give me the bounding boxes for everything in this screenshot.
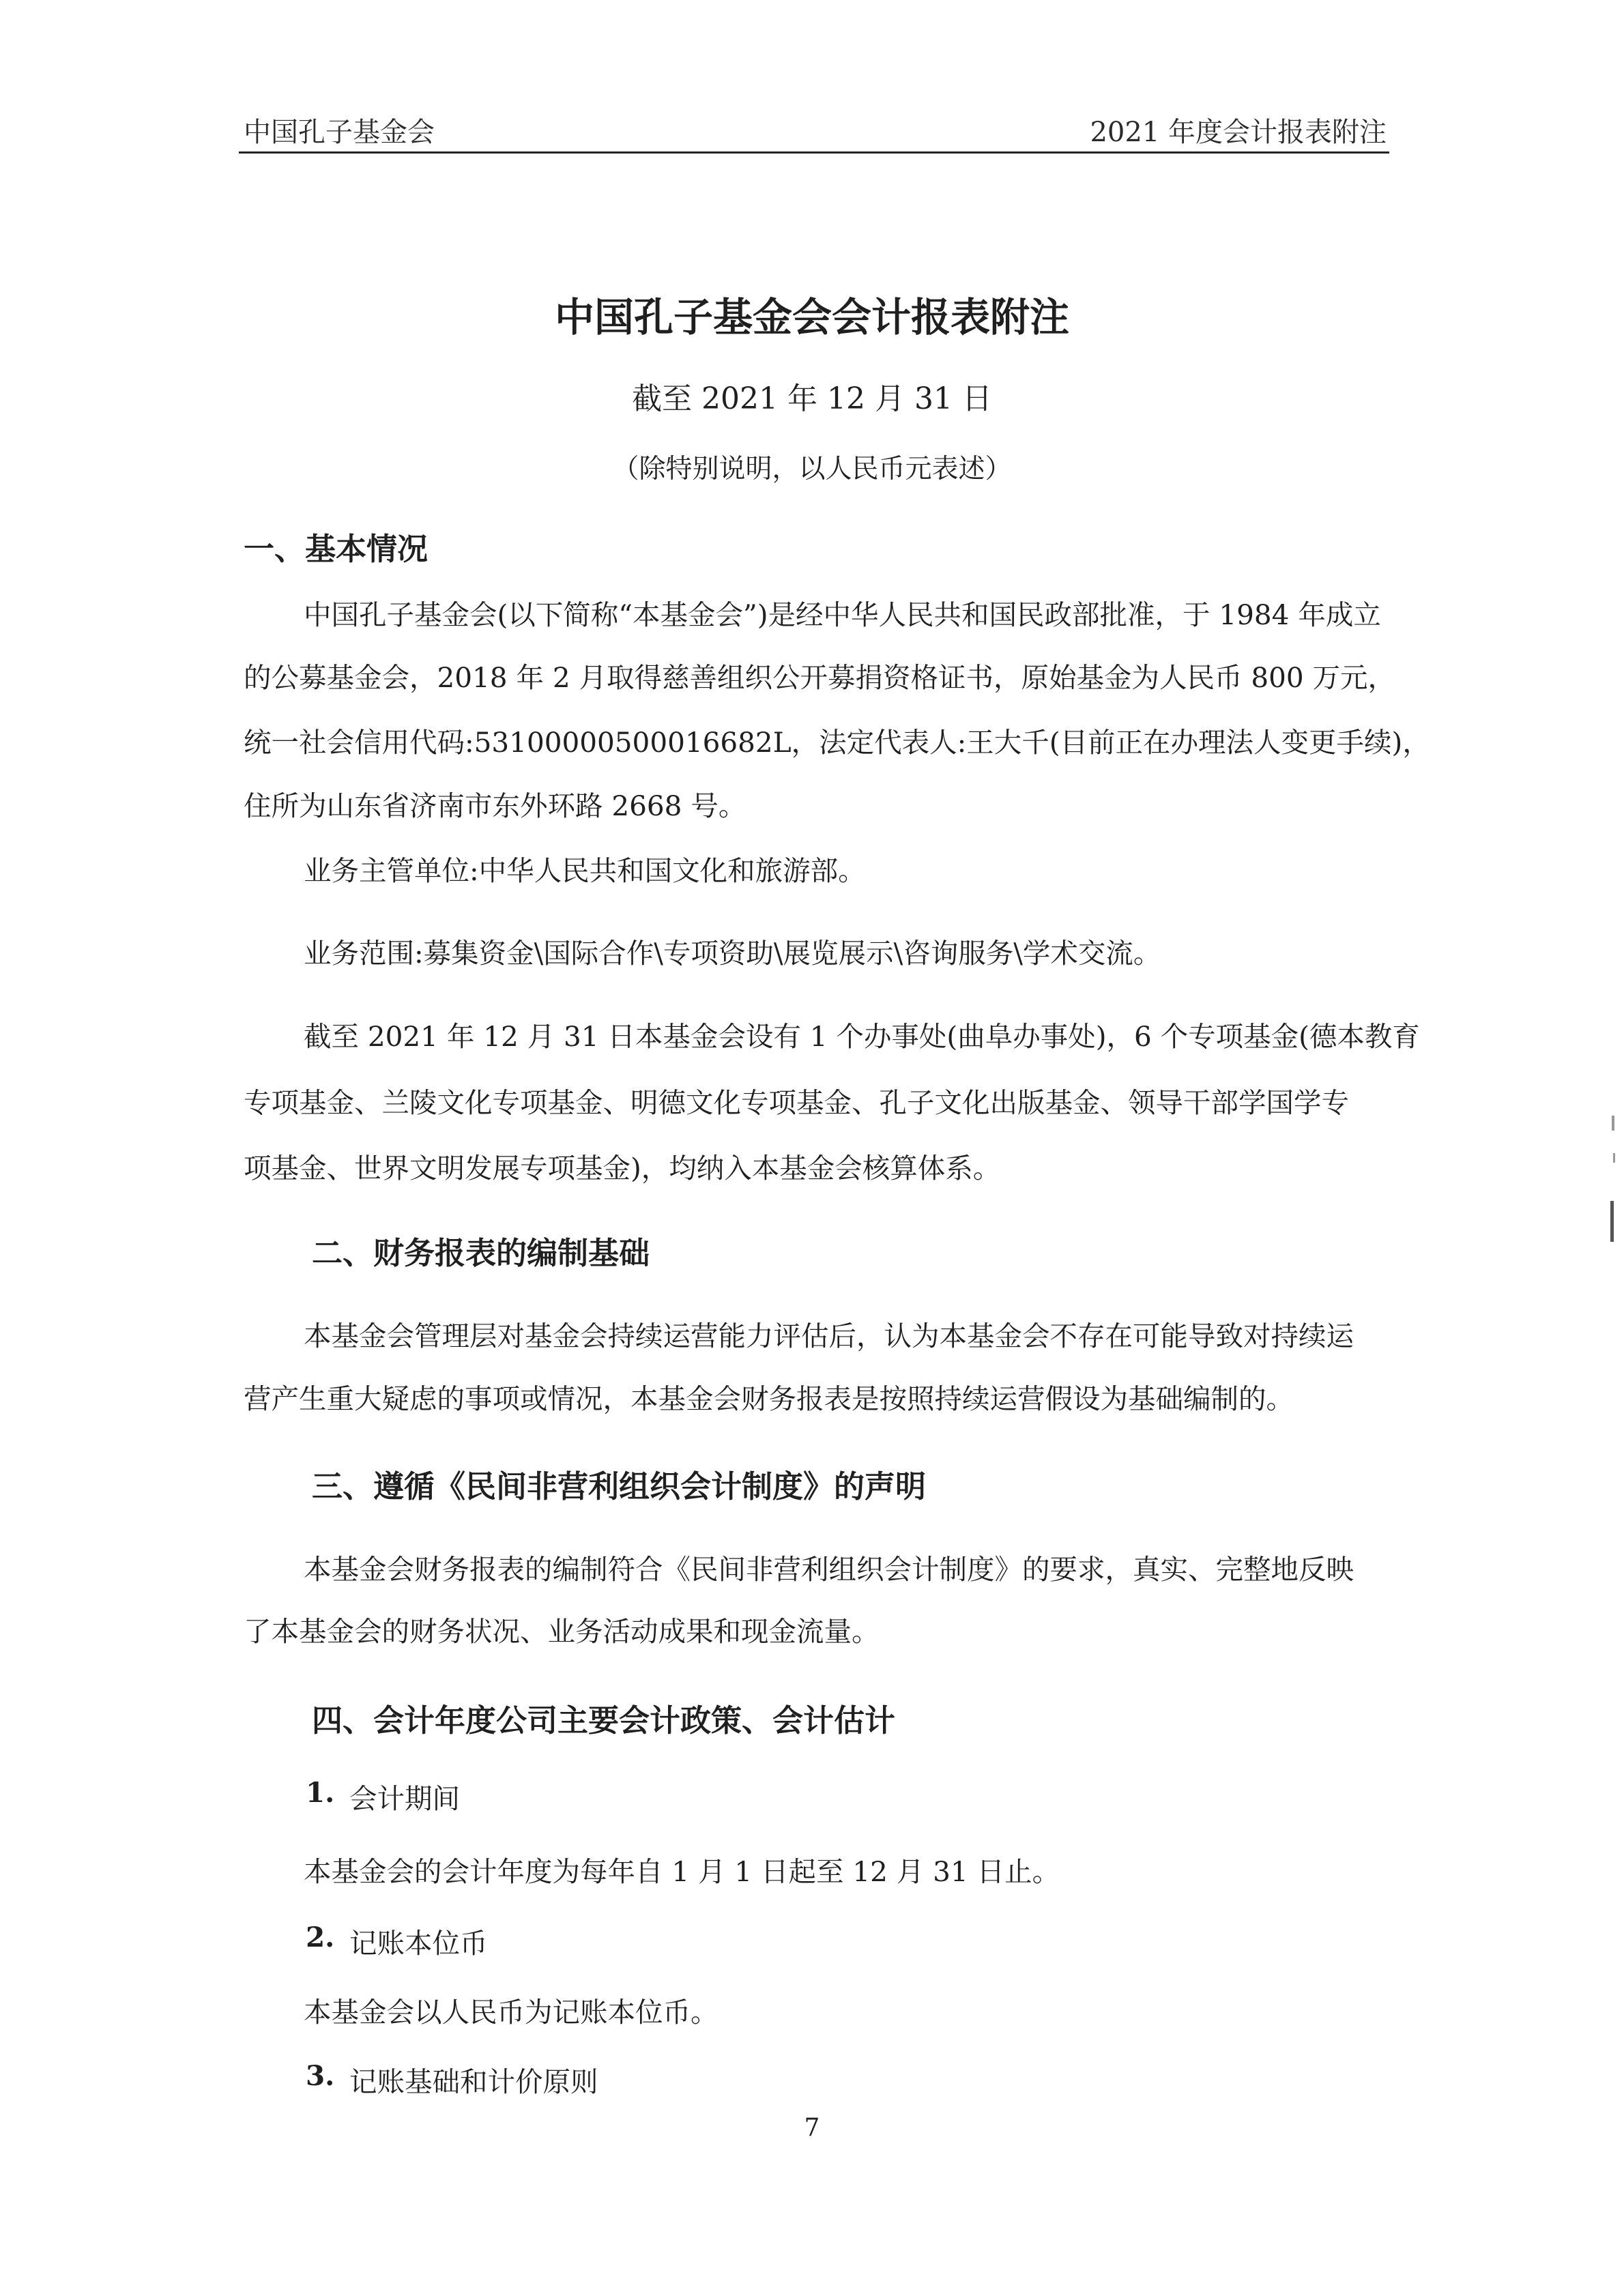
section-1-p1-line-3: 统一社会信用代码:53100000500016682L，法定代表人:王大千(目前正在办理法人变更手续)， (244, 726, 1430, 759)
section-3-heading: 三、遵循《民间非营利组织会计制度》的声明 (312, 1468, 927, 1505)
section-2-p1-line-1: 本基金会管理层对基金会持续运营能力评估后，认为本基金会不存在可能导致对持续运 (304, 1320, 1354, 1352)
page-number: 7 (804, 2114, 820, 2142)
subsection-1-title: 会计期间 (349, 1782, 460, 1815)
date-line: 截至 2021 年 12 月 31 日 (632, 381, 992, 416)
section-4-heading: 四、会计年度公司主要会计政策、会计估计 (312, 1702, 896, 1739)
subsection-2-text: 本基金会以人民币为记账本位币。 (304, 1996, 719, 2029)
subsection-2-number: 2. (306, 1921, 335, 1953)
section-1-p1-line-4: 住所为山东省济南市东外环路 2668 号。 (244, 789, 746, 822)
subsection-1-text: 本基金会的会计年度为每年自 1 月 1 日起至 12 月 31 日止。 (304, 1855, 1060, 1888)
subsection-3-title: 记账基础和计价原则 (349, 2065, 598, 2098)
section-2-heading: 二、财务报表的编制基础 (312, 1235, 650, 1271)
section-1-p4-line-1: 截至 2021 年 12 月 31 日本基金会设有 1 个办事处(曲阜办事处)，6 个专项基金(德本教育 (304, 1020, 1420, 1053)
section-1-p3: 业务范围:募集资金\国际合作\专项资助\展览展示\咨询服务\学术交流。 (304, 937, 1161, 970)
section-1-p4-line-2: 专项基金、兰陵文化专项基金、明德文化专项基金、孔子文化出版基金、领导干部学国学专 (244, 1086, 1349, 1119)
subsection-3-number: 3. (306, 2059, 335, 2092)
document-title: 中国孔子基金会会计报表附注 (554, 294, 1069, 340)
header-rule (239, 151, 1389, 154)
subsection-2-title: 记账本位币 (349, 1927, 488, 1960)
scan-artifact (1612, 1116, 1614, 1131)
section-3-p1-line-1: 本基金会财务报表的编制符合《民间非营利组织会计制度》的要求，真实、完整地反映 (304, 1553, 1354, 1586)
section-1-p4-line-3: 项基金、世界文明发展专项基金)，均纳入本基金会核算体系。 (244, 1152, 1001, 1185)
currency-note: （除特别说明，以人民币元表述） (612, 454, 1012, 484)
header-organization: 中国孔子基金会 (244, 117, 435, 148)
scan-artifact (1610, 1201, 1614, 1242)
section-1-heading: 一、基本情况 (244, 531, 429, 567)
header-report-title: 2021 年度会计报表附注 (1090, 117, 1387, 148)
scan-artifact (1613, 1153, 1615, 1163)
subsection-1-number: 1. (306, 1776, 335, 1809)
section-1-p2: 业务主管单位:中华人民共和国文化和旅游部。 (304, 854, 866, 887)
section-1-p1-line-1: 中国孔子基金会(以下简称“本基金会”)是经中华人民共和国民政部批准，于 1984 年成立 (304, 598, 1381, 631)
section-1-p1-line-2: 的公募基金会，2018 年 2 月取得慈善组织公开募捐资格证书，原始基金为人民币 800 万元， (244, 661, 1396, 694)
section-2-p1-line-2: 营产生重大疑虑的事项或情况，本基金会财务报表是按照持续运营假设为基础编制的。 (244, 1382, 1294, 1415)
section-3-p1-line-2: 了本基金会的财务状况、业务活动成果和现金流量。 (244, 1615, 880, 1648)
